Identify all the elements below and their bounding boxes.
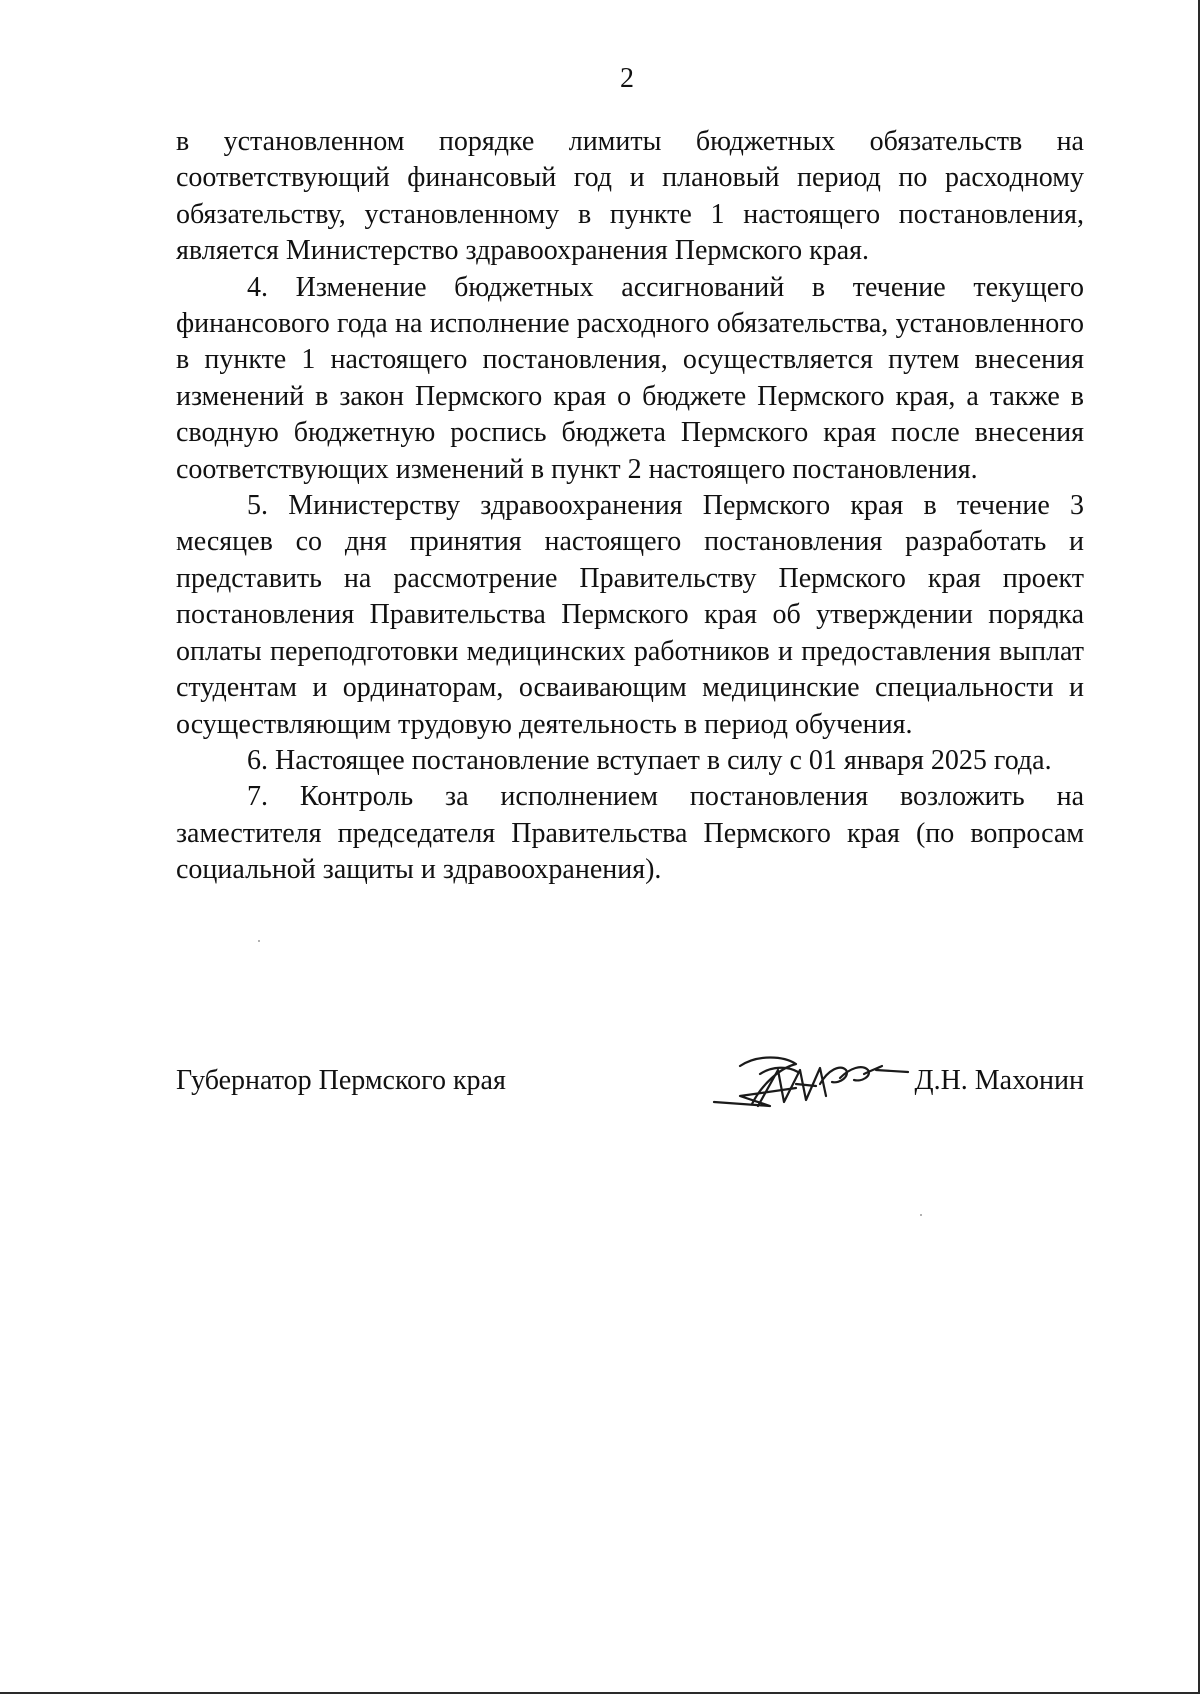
paragraph-6: 6. Настоящее постановление вступает в силу с 01 января 2025 года. — [247, 744, 1052, 776]
page-number: 2 — [620, 63, 634, 94]
paragraph-continuation: в установленном порядке лимиты бюджетных обязательств на соответствующий финансовый год и плановый период по расходному обязательству, установленному в пункте 1 настоящего постановления, является Министерство здравоохранения Пермского края. — [176, 126, 1084, 267]
scan-speck — [920, 1214, 922, 1216]
signatory-name: Д.Н. Махонин — [914, 1065, 1084, 1096]
paragraph-7: 7. Контроль за исполнением постановления возложить на заместителя председателя Правительства Пермского края (по вопросам социальной защиты и здравоохранения). — [176, 781, 1084, 886]
signature-block — [176, 1058, 1084, 1118]
signatory-position: Губернатор Пермского края — [176, 1065, 506, 1096]
document-body — [176, 124, 1084, 889]
scan-speck — [258, 940, 260, 942]
paragraph-4: 4. Изменение бюджетных ассигнований в течение текущего финансового года на исполнение расходного обязательства, установленного в пункте 1 настоящего постановления, осуществляется путем внесения изменений в закон Пермского края о бюджете Пермского края, а также в сводную бюджетную роспись бюджета Пермского края после внесения соответствующих изменений в пункт 2 настоящего постановления. — [176, 271, 1084, 485]
signature-icon — [700, 1044, 910, 1124]
paragraph-5: 5. Министерству здравоохранения Пермского края в течение 3 месяцев со дня принятия настоящего постановления разработать и представить на рассмотрение Правительству Пермского края проект постановления Правительства Пермского края об утверждении порядка оплаты переподготовки медицинских работников и предоставления выплат студентам и ординаторам, осваивающим медицинские специальности и осуществляющим трудовую деятельность в период обучения. — [176, 490, 1084, 740]
